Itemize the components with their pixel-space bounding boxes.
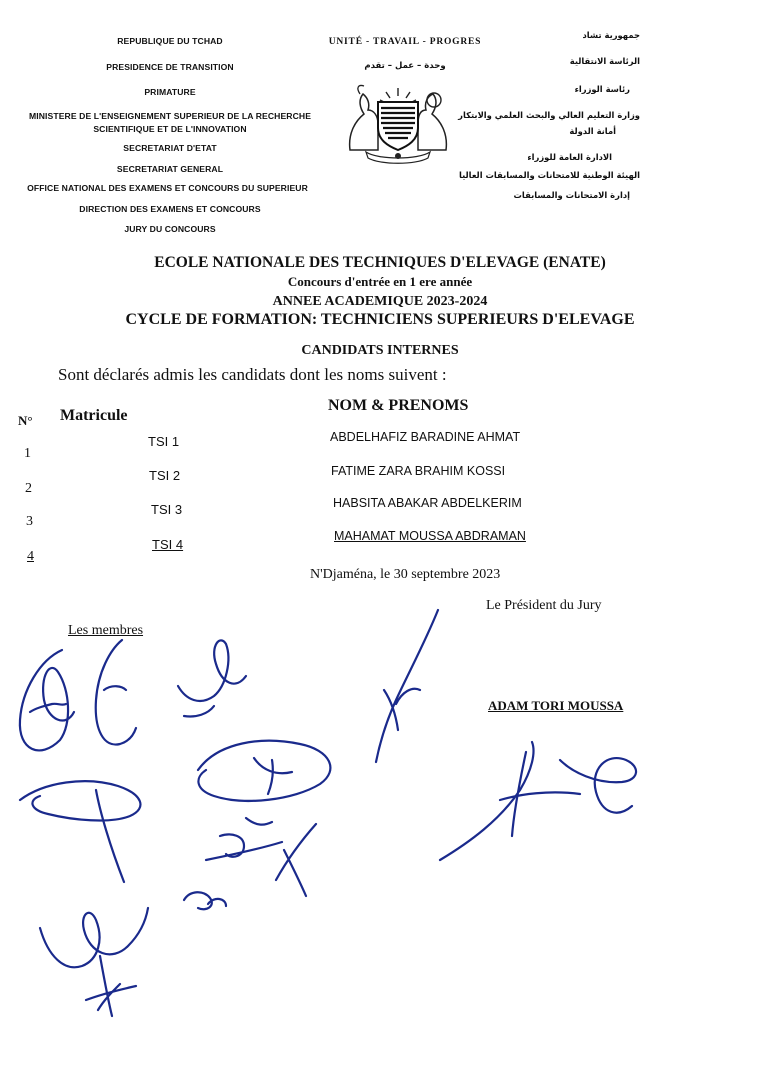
school-title: ECOLE NATIONALE DES TECHNIQUES D'ELEVAGE (ENATE): [154, 254, 606, 271]
members-label: Les membres: [68, 623, 144, 638]
header-line-jury: JURY DU CONCOURS: [124, 224, 216, 234]
header-ar-general: الادارة العامة للوزراء: [527, 152, 612, 162]
row-name: HABSITA ABAKAR ABDELKERIM: [333, 496, 522, 510]
exam-title: Concours d'entrée en 1 ere année: [287, 274, 473, 289]
header-line-republic: REPUBLIQUE DU TCHAD: [117, 36, 223, 46]
header-line-general-secretariat: SECRETARIAT GENERAL: [116, 164, 224, 174]
member-signature-8: [184, 892, 226, 909]
academic-year: ANNEE ACADEMIQUE 2023-2024: [272, 294, 488, 309]
header-ar-republic: جمهورية تشاد: [582, 30, 640, 40]
header-line-state-secretariat: SECRETARIAT D'ETAT: [123, 143, 217, 153]
place-date: N'Djaména, le 30 septembre 2023: [310, 567, 501, 582]
row-number: 3: [26, 514, 33, 529]
header-line-presidency: PRESIDENCE DE TRANSITION: [106, 62, 234, 72]
member-signature-4: [376, 610, 438, 762]
row-number: 4: [27, 549, 34, 564]
header-ar-office: الهيئة الوطنية للامتحانات والمسابقات العاليا: [458, 170, 640, 180]
header-line-direction: DIRECTION DES EXAMENS ET CONCOURS: [79, 204, 261, 214]
row-name: FATIME ZARA BRAHIM KOSSI: [331, 464, 506, 478]
header-ar-presidency: الرئاسة الانتقالية: [569, 56, 640, 66]
candidates-category: CANDIDATS INTERNES: [301, 343, 459, 358]
row-number: 1: [24, 446, 31, 461]
president-title: Le Président du Jury: [486, 598, 602, 613]
row-matricule: TSI 1: [148, 434, 180, 449]
header-line-primature: PRIMATURE: [144, 87, 196, 97]
column-header-num: N°: [18, 413, 33, 428]
motto-french: UNITÉ - TRAVAIL - PROGRES: [328, 37, 482, 47]
member-signature-5: [20, 781, 140, 882]
header-ar-ministry: وزارة التعليم العالي والبحث العلمي والابتكار: [458, 110, 640, 120]
motto-arabic: وحدة – عمل – تقدم: [364, 61, 446, 71]
member-signature-6: [198, 741, 330, 801]
member-signature-1: [20, 650, 74, 750]
member-signature-9: [40, 908, 148, 1016]
row-matricule: TSI 2: [149, 468, 181, 483]
header-ar-direction: إدارة الامتحانات والمسابقات: [513, 190, 630, 200]
header-ar-state-secretariat: أمانة الدولة: [569, 126, 616, 136]
member-signature-2: [96, 640, 136, 745]
intro-text: Sont déclarés admis les candidats dont les noms suivent :: [58, 365, 447, 384]
member-signature-3: [178, 640, 246, 716]
header-line-office: OFFICE NATIONAL DES EXAMENS ET CONCOURS DU SUPERIEUR: [27, 183, 308, 193]
cycle-title: CYCLE DE FORMATION: TECHNICIENS SUPERIEURS D'ELEVAGE: [125, 311, 635, 328]
header-line-ministry-cont: SCIENTIFIQUE ET DE L'INNOVATION: [93, 124, 247, 134]
president-signature: [440, 742, 636, 860]
president-name: ADAM TORI MOUSSA: [488, 698, 624, 713]
column-header-matricule: Matricule: [60, 407, 128, 424]
row-number: 2: [25, 481, 32, 496]
column-header-name: NOM & PRENOMS: [328, 397, 469, 414]
header-ar-primature: رئاسة الوزراء: [574, 84, 630, 94]
header-line-ministry: MINISTERE DE L'ENSEIGNEMENT SUPERIEUR DE LA RECHERCHE: [28, 111, 312, 121]
member-signature-9-cross: [86, 984, 136, 1010]
member-signature-7: [206, 818, 316, 896]
row-matricule: TSI 3: [151, 502, 183, 517]
row-matricule: TSI 4: [152, 537, 184, 552]
row-name: ABDELHAFIZ BARADINE AHMAT: [330, 430, 521, 444]
row-name: MAHAMAT MOUSSA ABDRAMAN: [334, 529, 526, 543]
